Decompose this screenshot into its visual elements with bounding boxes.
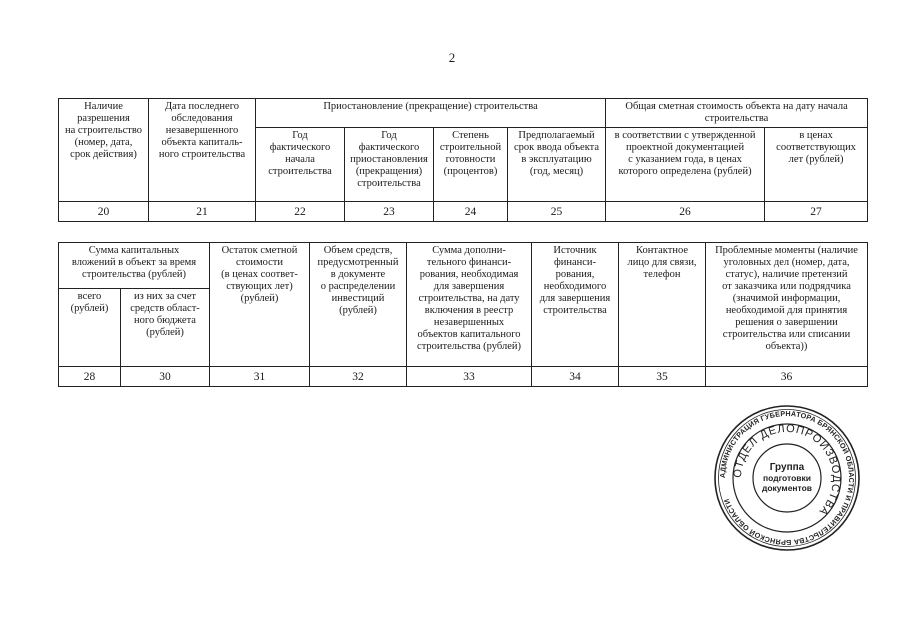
stamp-center-line2: подготовки документов [761, 473, 813, 493]
header-doc-volume: Объем средств, предусмотренный в документе о распределении инвестиций (рублей) [310, 243, 407, 367]
header-year-stop: Год фактического приостановления (прекращения) строительства [345, 128, 434, 202]
column-number: 24 [434, 202, 508, 222]
column-number: 31 [210, 367, 310, 387]
column-number: 22 [256, 202, 345, 222]
header-estimate-approved: в соответствии с утвержденной проектной документацией с указанием года, в ценах которого определена (рублей) [606, 128, 765, 202]
column-number: 35 [619, 367, 706, 387]
header-year-start: Год фактического начала строительства [256, 128, 345, 202]
header-estimate: Общая сметная стоимость объекта на дату начала строительства [606, 99, 868, 128]
column-number: 20 [59, 202, 149, 222]
header-problems: Проблемные моменты (наличие уголовных дел (номер, дата, статус), наличие претензий от заказчика или подрядчика (значимой информации, необходимой для принятия решения о завершении строительства или списании объекта)) [706, 243, 868, 367]
column-number: 26 [606, 202, 765, 222]
header-regional-budget: из них за счет средств област- ного бюджета (рублей) [121, 289, 210, 367]
stamp-arc-text: ОТДЕЛ ДЕЛОПРОИЗВОДСТВА [731, 422, 843, 518]
column-number: 23 [345, 202, 434, 222]
column-number: 28 [59, 367, 121, 387]
column-number: 32 [310, 367, 407, 387]
stamp-center [757, 463, 817, 493]
header-permit: Наличие разрешения на строительство (номер, дата, срок действия) [59, 99, 149, 202]
construction-table-part2 [58, 242, 868, 387]
official-stamp [712, 403, 862, 553]
column-number: 27 [765, 202, 868, 222]
header-contact: Контактное лицо для связи, телефон [619, 243, 706, 367]
stamp-outer-ring-text: АДМИНИСТРАЦИЯ ГУБЕРНАТОРА БРЯНСКОЙ ОБЛАСТИ И ПРАВИТЕЛЬСТВА БРЯНСКОЙ ОБЛАСТИ [717, 408, 857, 548]
header-expected-date: Предполагаемый срок ввода объекта в эксплуатацию (год, месяц) [508, 128, 606, 202]
header-additional-funding: Сумма дополни- тельного финанси- рования, необходимая для завершения строительства, на дату включения в реестр незавершенных объектов капитального строительства (рублей) [407, 243, 532, 367]
column-number: 25 [508, 202, 606, 222]
page-number: 2 [448, 50, 456, 65]
header-estimate-current: в ценах соответствующих лет (рублей) [765, 128, 868, 202]
column-number: 34 [532, 367, 619, 387]
header-funding-source: Источник финанси- рования, необходимого для завершения строительства [532, 243, 619, 367]
header-readiness: Степень строительной готовности (процентов) [434, 128, 508, 202]
construction-table-part1 [58, 98, 868, 222]
stamp-center-line1: Группа [769, 462, 805, 473]
column-number: 30 [121, 367, 210, 387]
header-suspension: Приостановление (прекращение) строительства [256, 99, 606, 128]
column-number: 33 [407, 367, 532, 387]
column-number: 21 [149, 202, 256, 222]
column-number: 36 [706, 367, 868, 387]
header-remaining-cost: Остаток сметной стоимости (в ценах соответ- ствующих лет) (рублей) [210, 243, 310, 367]
header-last-survey: Дата последнего обследования незавершенного объекта капиталь- ного строительства [149, 99, 256, 202]
header-total: всего (рублей) [59, 289, 121, 367]
header-invest-sum: Сумма капитальных вложений в объект за время строительства (рублей) [59, 243, 210, 289]
